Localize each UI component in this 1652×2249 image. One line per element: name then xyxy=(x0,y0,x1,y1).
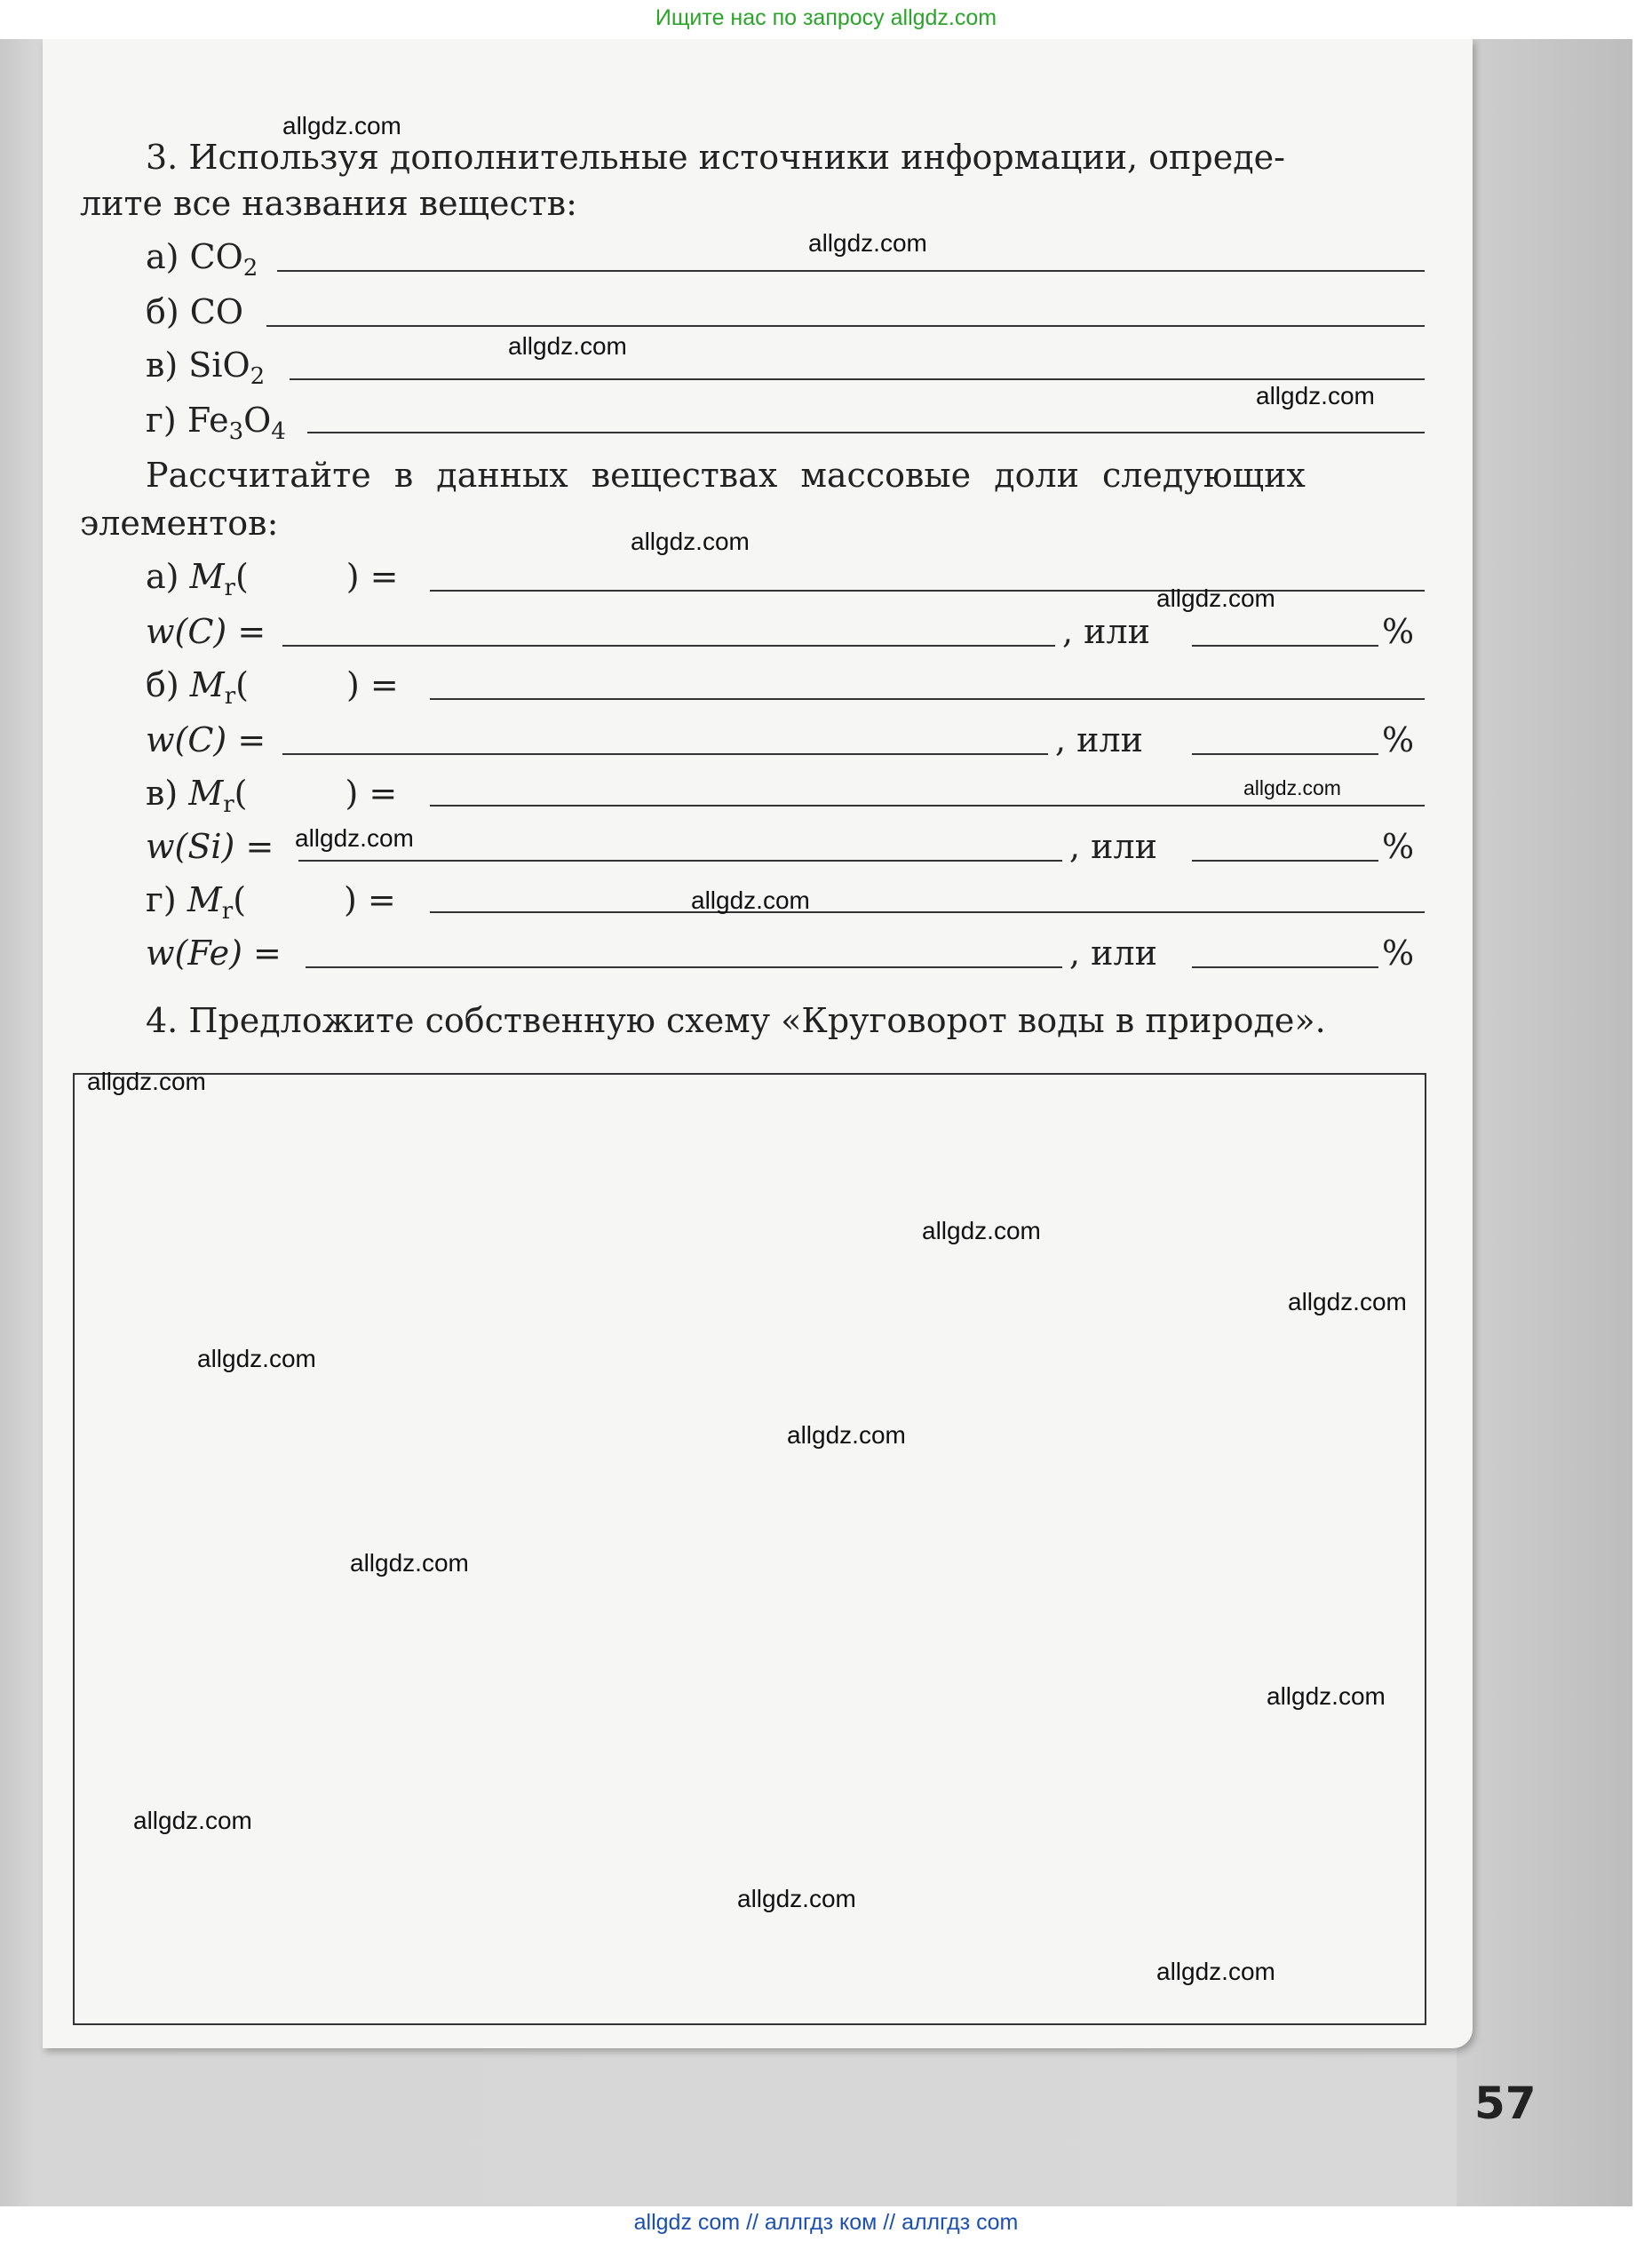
mr-close: ) = xyxy=(345,557,399,596)
mr-symbol: M xyxy=(187,880,222,919)
mr-row-b xyxy=(146,665,399,710)
substance-d xyxy=(146,403,286,443)
fraction-row-d-or: , или xyxy=(1069,934,1157,973)
mr-close: ) = xyxy=(345,665,399,704)
mr-paren: ( xyxy=(235,665,249,704)
fraction-row-c-label: w(Si) = xyxy=(146,827,274,866)
mr-row-c xyxy=(146,776,397,816)
mr-row-a-prefix: а) xyxy=(146,557,179,596)
fraction-row-d-answer-line[interactable] xyxy=(306,966,1062,968)
fraction-row-d-percent-line[interactable] xyxy=(1192,966,1378,968)
scan-right-edge xyxy=(1457,39,1632,2206)
mr-row-d xyxy=(146,880,396,925)
mr-row-a-answer-line[interactable] xyxy=(430,590,1425,592)
substance-c-label: в) SiO xyxy=(146,346,250,385)
substance-c-sub: 2 xyxy=(250,363,266,390)
fraction-row-b-or: , или xyxy=(1055,720,1143,759)
substance-a xyxy=(146,237,258,282)
mr-symbol: M xyxy=(189,665,225,704)
watermark: allgdz.com xyxy=(1288,1288,1407,1315)
fraction-row-b-label: w(C) = xyxy=(146,720,266,759)
task3-title-line2: лите все названия веществ: xyxy=(80,184,577,223)
fraction-row-b-percent: % xyxy=(1382,720,1415,759)
mr-symbol: M xyxy=(188,774,224,813)
watermark: allgdz.com xyxy=(737,1885,856,1912)
watermark: allgdz.com xyxy=(787,1421,906,1449)
mr-row-b-prefix: б) xyxy=(146,665,179,704)
fraction-row-c-or: , или xyxy=(1069,827,1157,866)
watermark: allgdz.com xyxy=(922,1217,1041,1244)
watermark: allgdz.com xyxy=(1256,382,1375,409)
fraction-row-c-percent-line[interactable] xyxy=(1192,860,1378,862)
watermark: allgdz.com xyxy=(282,112,401,139)
mr-row-a xyxy=(146,557,399,601)
substance-b xyxy=(146,292,244,331)
mr-sub: r xyxy=(224,683,236,710)
substance-c xyxy=(146,348,265,388)
footer-banner[interactable]: allgdz com // аллгдз ком // аллгдз com xyxy=(633,2210,1019,2235)
watermark: allgdz.com xyxy=(1156,1958,1275,1985)
task4-title: 4. Предложите собственную схему «Круговорот воды в природе». xyxy=(146,1001,1326,1040)
substance-b-label: б) CO xyxy=(146,292,244,331)
substance-c-answer-line[interactable] xyxy=(290,378,1425,380)
fraction-row-b-percent-line[interactable] xyxy=(1192,753,1378,755)
substance-d-sub: 3 xyxy=(228,418,244,445)
mr-row-d-answer-line[interactable] xyxy=(430,911,1425,913)
watermark: allgdz.com xyxy=(350,1549,469,1577)
fraction-row-a-or: , или xyxy=(1062,612,1150,651)
mr-sub: r xyxy=(221,898,234,925)
substance-d-sub2: 4 xyxy=(271,418,286,445)
page-number: 57 xyxy=(1474,2078,1537,2129)
substance-d-label2: O xyxy=(243,401,272,440)
fraction-row-a-percent: % xyxy=(1382,612,1415,651)
site-banner[interactable]: Ищите нас по запросу allgdz.com xyxy=(655,5,997,30)
fraction-row-a-answer-line[interactable] xyxy=(282,645,1055,647)
watermark: allgdz.com xyxy=(1156,584,1275,612)
fraction-row-a-percent-line[interactable] xyxy=(1192,645,1378,647)
mr-sub: r xyxy=(224,575,235,601)
mr-row-c-answer-line[interactable] xyxy=(430,805,1425,807)
watermark: allgdz.com xyxy=(1243,776,1341,799)
task4-answer-box[interactable] xyxy=(73,1073,1426,2025)
substance-a-sub: 2 xyxy=(242,255,258,282)
watermark: allgdz.com xyxy=(295,824,414,852)
mr-paren: ( xyxy=(234,774,248,813)
watermark: allgdz.com xyxy=(631,528,750,555)
fraction-row-c-percent: % xyxy=(1382,827,1415,866)
mr-paren: ( xyxy=(234,557,249,596)
mr-sub: r xyxy=(223,791,234,818)
watermark: allgdz.com xyxy=(691,886,810,914)
calc-instruction-line2: элементов: xyxy=(80,504,279,543)
watermark: allgdz.com xyxy=(197,1345,316,1372)
calc-instruction-line1: Рассчитайте в данных веществах массовые доли следующих xyxy=(146,456,1306,495)
task3-title-line1: 3. Используя дополнительные источники информации, опреде- xyxy=(146,138,1285,177)
mr-paren: ( xyxy=(233,880,247,919)
watermark: allgdz.com xyxy=(508,332,627,360)
fraction-row-d-label: w(Fe) = xyxy=(146,934,282,973)
mr-symbol: M xyxy=(189,557,225,596)
substance-d-answer-line[interactable] xyxy=(307,432,1425,433)
watermark: allgdz.com xyxy=(808,229,927,257)
watermark: allgdz.com xyxy=(133,1807,252,1834)
substance-a-answer-line[interactable] xyxy=(277,270,1425,272)
substance-a-label: а) CO xyxy=(146,237,243,276)
mr-row-b-answer-line[interactable] xyxy=(430,698,1425,700)
mr-row-d-prefix: г) xyxy=(146,880,177,919)
mr-close: ) = xyxy=(345,774,398,813)
watermark: allgdz.com xyxy=(87,1068,206,1095)
watermark: allgdz.com xyxy=(1267,1682,1386,1710)
fraction-row-a-label: w(C) = xyxy=(146,612,266,651)
substance-b-answer-line[interactable] xyxy=(266,325,1425,327)
fraction-row-d-percent: % xyxy=(1382,934,1415,973)
mr-close: ) = xyxy=(344,880,396,919)
fraction-row-b-answer-line[interactable] xyxy=(282,753,1048,755)
mr-row-c-prefix: в) xyxy=(146,774,179,813)
substance-d-label: г) Fe xyxy=(146,401,229,440)
fraction-row-c-answer-line[interactable] xyxy=(298,860,1062,862)
